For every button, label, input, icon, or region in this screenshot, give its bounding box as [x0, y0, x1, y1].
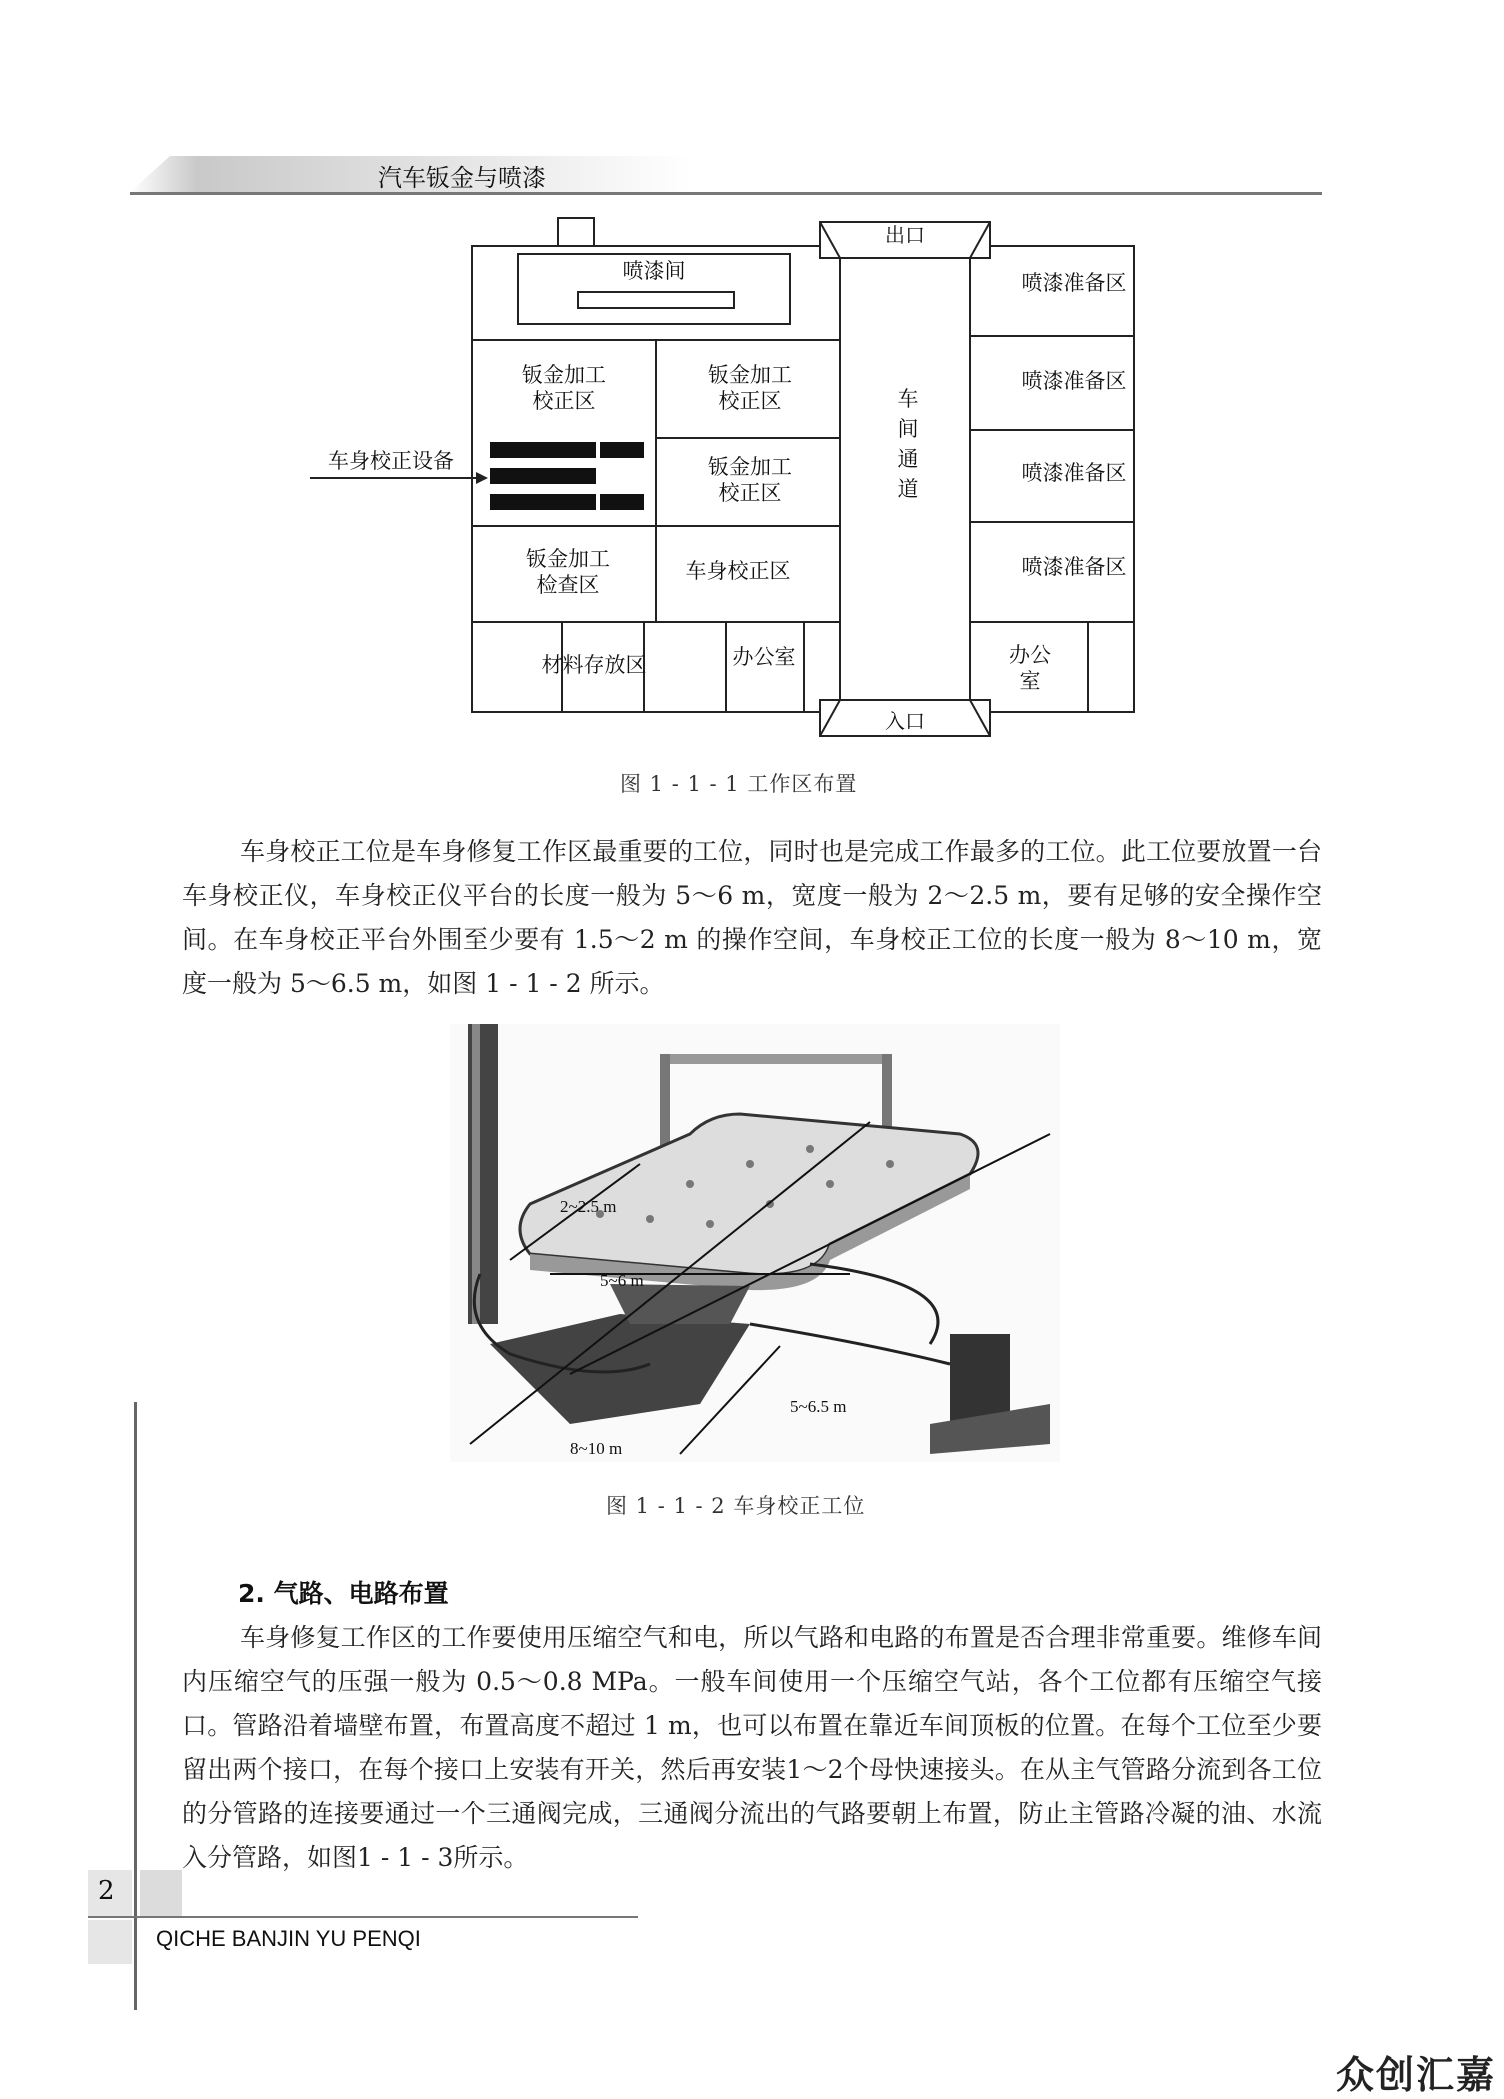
- dim-width: 2~2.5 m: [560, 1197, 617, 1216]
- svg-text:喷漆准备区: 喷漆准备区: [1021, 461, 1127, 485]
- label-exit: 出口: [885, 223, 925, 247]
- svg-text:校正区: 校正区: [718, 389, 782, 413]
- svg-text:喷漆准备区: 喷漆准备区: [1021, 555, 1127, 579]
- section-heading: 2. 气路、电路布置: [238, 1579, 449, 1608]
- label-material-storage: 材料存放区: [541, 653, 647, 677]
- svg-text:喷漆准备区: 喷漆准备区: [1021, 369, 1127, 393]
- dim-length: 5~6 m: [600, 1271, 644, 1290]
- svg-text:钣金加工: 钣金加工: [522, 363, 606, 387]
- paragraph-1: 车身校正工位是车身修复工作区最重要的工位，同时也是完成工作最多的工位。此工位要放置一台车身校正仪，车身校正仪平台的长度一般为 5～6 m，宽度一般为 2～2.5 m，要有足够的安全操作空间。在车身校正平台外围至少要有 1.5～2 m 的操作空间，车身校正工位的长度一般为 8～10 m，宽度一般为 5～6.5 m，如图 1 - 1 - 2 所示。: [182, 837, 1322, 998]
- footer-rule: [88, 1916, 638, 1918]
- figure2-caption: 图 1 - 1 - 2 车身校正工位: [606, 1494, 866, 1518]
- label-spray-room: 喷漆间: [622, 259, 686, 283]
- page-number: 2: [98, 1876, 115, 1906]
- header-rule: [130, 192, 1322, 195]
- paragraph-2: 车身修复工作区的工作要使用压缩空气和电，所以气路和电路的布置是否合理非常重要。维修车间内压缩空气的压强一般为 0.5～0.8 MPa。一般车间使用一个压缩空气站，各个工位都有压缩空气接口。管路沿着墙壁布置，布置高度不超过 1 m，也可以布置在靠近车间顶板的位置。在每个工位至少要留出两个接口，在每个接口上安装有开关，然后再安装1～2个母快速接头。在从主气管路分流到各工位的分管路的连接要通过一个三通阀完成，三通阀分流出的气路要朝上布置，防止主管路冷凝的油、水流入分管路，如图1 - 1 - 3所示。: [182, 1623, 1322, 1872]
- label-office: 办公室: [732, 645, 796, 669]
- label-body-correction-area: 车身校正区: [685, 559, 791, 583]
- svg-text:钣金加工: 钣金加工: [708, 363, 792, 387]
- workshop-floor-plan: [300, 210, 1200, 750]
- svg-text:钣金加工: 钣金加工: [526, 547, 610, 571]
- svg-text:办公: 办公: [1009, 643, 1051, 667]
- body-correction-benches: [490, 442, 644, 510]
- svg-text:校正区: 校正区: [532, 389, 596, 413]
- body-correction-station-photo: [450, 1024, 1060, 1462]
- book-title: 汽车钣金与喷漆: [378, 164, 546, 192]
- chimney: [558, 218, 594, 246]
- svg-text:校正区: 校正区: [718, 481, 782, 505]
- watermark: 众创汇嘉: [1336, 2053, 1497, 2097]
- running-title: QICHE BANJIN YU PENQI: [156, 1926, 421, 1951]
- dim-station-length: 8~10 m: [570, 1439, 623, 1458]
- figure1-caption: 图 1 - 1 - 1 工作区布置: [620, 772, 858, 796]
- label-entrance: 入口: [885, 709, 925, 733]
- label-body-correction-equipment: 车身校正设备: [328, 449, 454, 473]
- svg-text:喷漆准备区: 喷漆准备区: [1021, 271, 1127, 295]
- svg-text:室: 室: [1019, 669, 1041, 693]
- dim-station-width: 5~6.5 m: [790, 1397, 847, 1416]
- svg-text:道: 道: [897, 477, 919, 501]
- svg-text:间: 间: [897, 417, 919, 441]
- svg-text:通: 通: [897, 447, 919, 471]
- svg-text:车: 车: [897, 387, 919, 411]
- footer-vertical-rule: [134, 1402, 137, 2010]
- svg-text:检查区: 检查区: [536, 573, 600, 597]
- svg-text:钣金加工: 钣金加工: [708, 455, 792, 479]
- spray-booth-bar: [578, 292, 734, 308]
